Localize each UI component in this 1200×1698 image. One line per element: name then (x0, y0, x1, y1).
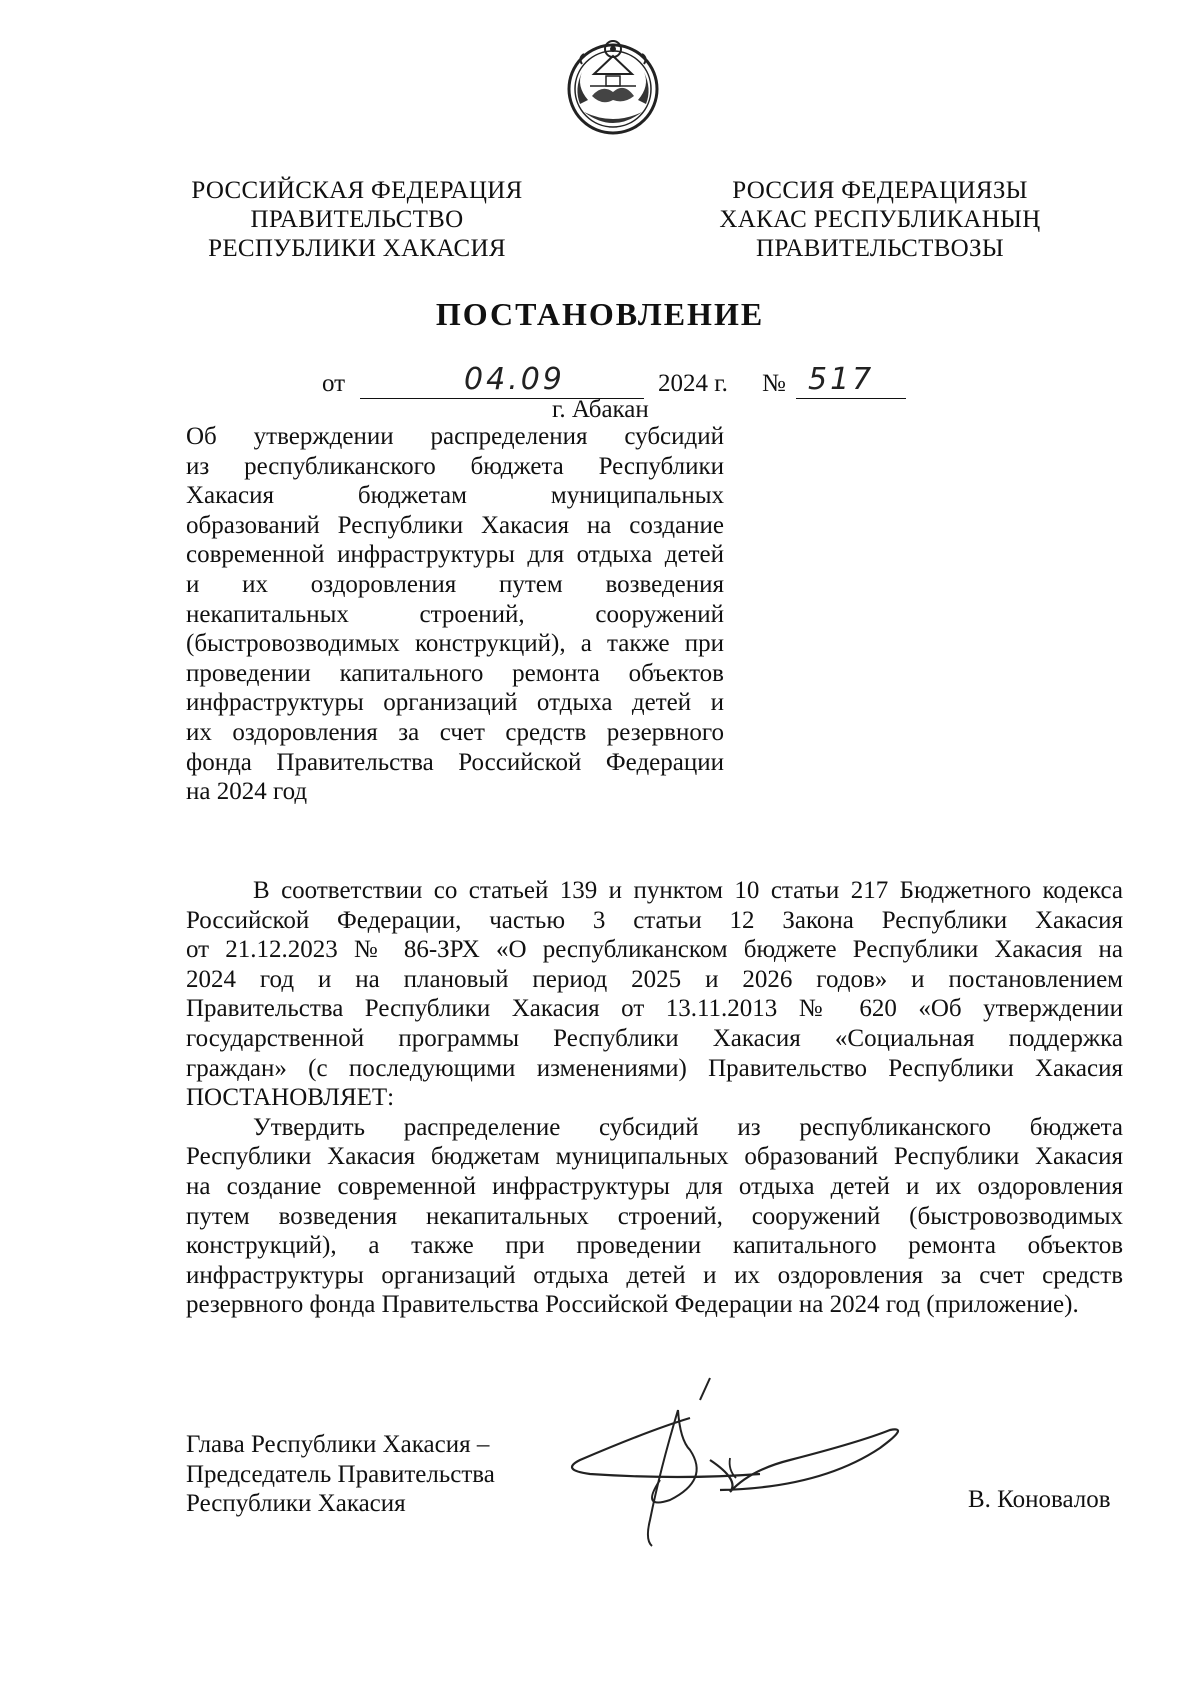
city-label: г. Абакан (552, 396, 649, 423)
body-line: путем возведения некапитальных строений, сооружений (быстровозводимых (186, 1202, 1123, 1230)
body-line: Утвердить распределение субсидий из республиканского бюджета (253, 1113, 1123, 1141)
body-line: Правительства Республики Хакасия от 13.11.2013 № 620 «Об утверждении (186, 995, 1123, 1023)
body-line: на создание современной инфраструктуры для отдыха детей и их оздоровления (186, 1172, 1123, 1200)
role-line: Председатель Правительства (186, 1460, 495, 1488)
body-line: граждан» (с последующими изменениями) Правительство Республики Хакасия (186, 1054, 1123, 1082)
body-line: конструкций), а также при проведении капитального ремонта объектов (186, 1232, 1123, 1260)
from-label: от (322, 370, 346, 397)
paragraph-resolution (186, 1113, 1123, 1320)
header-right-line: ПРАВИТЕЛЬСТВОЗЫ (756, 235, 1004, 262)
document-body (186, 876, 1123, 1320)
body-line: от 21.12.2023 № 86-ЗРХ «О республиканском бюджете Республики Хакасия на (186, 936, 1123, 964)
header-right-line: ХАКАС РЕСПУБЛИКАНЫҢ (719, 206, 1041, 233)
coat-of-arms-emblem (560, 34, 666, 142)
number-label: № (762, 370, 786, 397)
header-left-ru (147, 176, 567, 263)
handwritten-signature (560, 1370, 940, 1560)
body-line: резервного фонда Правительства Российской Федерации на 2024 год (приложение). (186, 1291, 1079, 1319)
body-line: 2024 год и на плановый период 2025 и 2026 годов» и постановлением (186, 965, 1123, 993)
role-line: Республики Хакасия (186, 1490, 406, 1518)
header-right-line: РОССИЯ ФЕДЕРАЦИЯЗЫ (732, 177, 1028, 204)
number-underline (796, 398, 906, 399)
subject-line: их оздоровления за счет средств резервного (186, 718, 724, 746)
subject-line: Об утверждении распределения субсидий (186, 423, 724, 450)
subject-line: некапитальных строений, сооружений (186, 600, 724, 628)
body-line: ПОСТАНОВЛЯЕТ: (186, 1084, 395, 1112)
paragraph-legal-basis (186, 876, 1123, 1113)
subject-line: современной инфраструктуры для отдыха детей (186, 541, 724, 569)
subject-line: инфраструктуры организаций отдыха детей и (186, 689, 724, 717)
body-line: Российской Федерации, частью 3 статьи 12 Закона Республики Хакасия (186, 906, 1123, 934)
body-line: инфраструктуры организаций отдыха детей и их оздоровления за счет средств (186, 1261, 1123, 1289)
header-left-line: РОССИЙСКАЯ ФЕДЕРАЦИЯ (191, 177, 523, 204)
year-label: 2024 г. (658, 370, 728, 397)
handwritten-date: 04.09 (464, 362, 565, 397)
subject-line: из республиканского бюджета Республики (186, 452, 724, 480)
header-left-line: РЕСПУБЛИКИ ХАКАСИЯ (208, 235, 506, 262)
subject-line: (быстровозводимых конструкций), а также при (186, 630, 724, 658)
role-line: Глава Республики Хакасия – (186, 1431, 490, 1458)
body-line: Республики Хакасия бюджетам муниципальных образований Республики Хакасия (186, 1143, 1123, 1171)
signatory-name: В. Коновалов (968, 1486, 1111, 1513)
document-subject (186, 422, 724, 807)
subject-line: фонда Правительства Российской Федерации (186, 748, 724, 776)
subject-line: и их оздоровления путем возведения (186, 570, 724, 598)
header-left-line: ПРАВИТЕЛЬСТВО (250, 206, 464, 233)
body-line: В соответствии со статьей 139 и пунктом 10 статьи 217 Бюджетного кодекса (253, 877, 1123, 904)
handwritten-number: 517 (808, 362, 875, 397)
subject-line: на 2024 год (186, 778, 308, 806)
body-line: государственной программы Республики Хакасия «Социальная поддержка (186, 1024, 1123, 1052)
subject-line: проведении капитального ремонта объектов (186, 659, 724, 687)
subject-line: Хакасия бюджетам муниципальных (186, 482, 724, 510)
signatory-role (186, 1430, 495, 1519)
document-type-title: ПОСТАНОВЛЕНИЕ (435, 296, 765, 332)
subject-line: образований Республики Хакасия на создание (186, 511, 724, 539)
header-right-khakas (700, 176, 1060, 263)
